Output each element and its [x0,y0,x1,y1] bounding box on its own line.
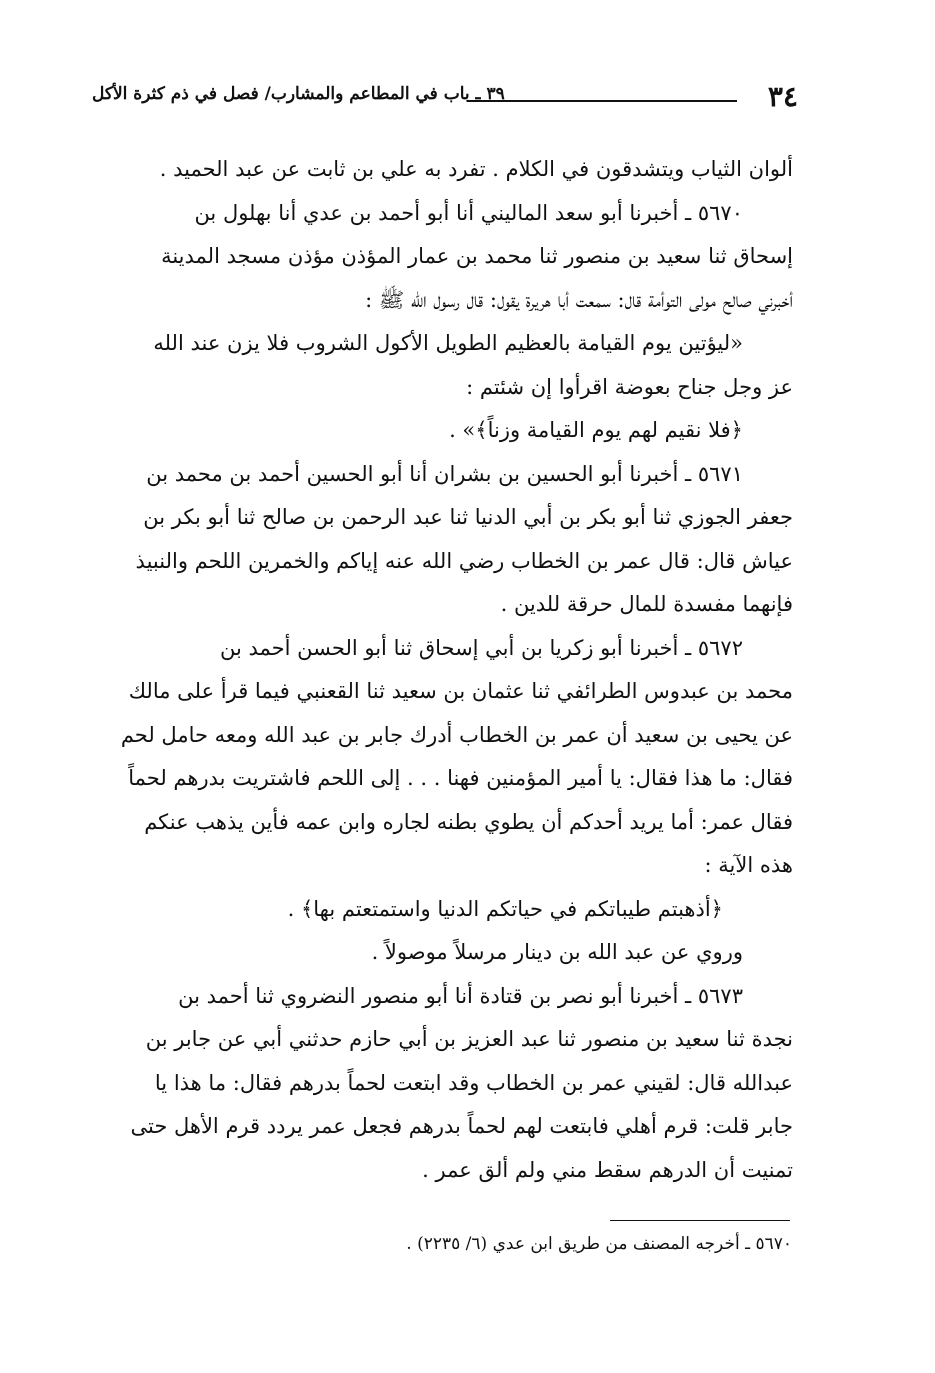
text-line: جابر قلت: قرم أهلي فابتعت لهم لحماً بدرهم فجعل عمر يردد قرم الأهل حتى [130,1114,793,1138]
text-line: تمنيت أن الدرهم سقط مني ولم ألق عمر . [422,1157,793,1182]
text-line: جعفر الجوزي ثنا أبو بكر بن أبي الدنيا ثنا عبد الرحمن بن صالح ثنا أبو بكر بن [143,505,793,529]
quran-verse-line: ﴿فلا نقيم لهم يوم القيامة وزناً﴾» . [449,418,743,442]
text-line: وروي عن عبد الله بن دينار مرسلاً موصولاً . [371,940,743,964]
header-rule [467,100,737,102]
quran-verse-line: ﴿أذهبتم طيباتكم في حياتكم الدنيا واستمتعتم بها﴾ . [287,896,723,921]
hadith-5670-line: ٥٦٧٠ ـ أخبرنا أبو سعد الماليني أنا أبو أحمد بن عدي أنا بهلول بن [194,200,743,225]
text-line: فقال عمر: أما يريد أحدكم أن يطوي بطنه لجاره وابن عمه فأين يذهب عنكم [144,809,793,834]
page-number: ٣٤ [767,80,798,113]
hadith-5671-line: ٥٦٧١ ـ أخبرنا أبو الحسين بن بشران أنا أبو الحسين أحمد بن محمد بن [146,461,743,486]
text-line: عن يحيى بن سعيد أن عمر بن الخطاب أدرك جابر بن عبد الله ومعه حامل لحم [120,722,793,747]
page-header [92,80,798,120]
text-line: فإنهما مفسدة للمال حرقة للدين . [500,592,793,616]
text-line: فقال: ما هذا فقال: يا أمير المؤمنين فهنا . . . إلى اللحم فاشتريت بدرهم لحماً [128,766,793,790]
text-line: نجدة ثنا سعيد بن منصور ثنا عبد العزيز بن أبي حازم حدثني أبي عن جابر بن [145,1027,793,1051]
quote-line: «ليؤتين يوم القيامة بالعظيم الطويل الأكول الشروب فلا يزن عند الله [153,331,743,355]
footnote: ٥٦٧٠ ـ أخرجه المصنف من طريق ابن عدي (٦/ ٢٢٣٥) . [406,1234,792,1254]
text-line: أخبرني صالح مولى التوأمة قال: سمعت أبا هريرة يقول: قال رسول الله ﷺ : [365,287,793,312]
text-line: ألوان الثياب ويتشدقون في الكلام . تفرد به علي بن ثابت عن عبد الحميد . [159,157,793,181]
hadith-5672-line: ٥٦٧٢ ـ أخبرنا أبو زكريا بن أبي إسحاق ثنا أبو الحسن أحمد بن [220,635,743,660]
text-line: عبدالله قال: لقيني عمر بن الخطاب وقد ابتعت لحماً بدرهم فقال: ما هذا يا [154,1070,793,1095]
hadith-5673-line: ٥٦٧٣ ـ أخبرنا أبو نصر بن قتادة أنا أبو منصور النضروي ثنا أحمد بن [178,983,743,1008]
text-line: عياش قال: قال عمر بن الخطاب رضي الله عنه إياكم والخمرين اللحم والنبيذ [135,548,793,573]
text-line: محمد بن عبدوس الطرائفي ثنا عثمان بن سعيد ثنا القعنبي فيما قرأ على مالك [128,679,793,703]
body-text [95,148,793,1192]
text-line: هذه الآية : [704,853,793,877]
footnote-rule [610,1220,790,1221]
running-title: ٣٩ ـ باب في المطاعم والمشارب/ فصل في ذم كثرة الأكل [92,84,505,104]
text-line: عز وجل جناح بعوضة اقرأوا إن شئتم : [466,374,793,399]
text-line: إسحاق ثنا سعيد بن منصور ثنا محمد بن عمار المؤذن مؤذن مسجد المدينة [161,244,793,268]
